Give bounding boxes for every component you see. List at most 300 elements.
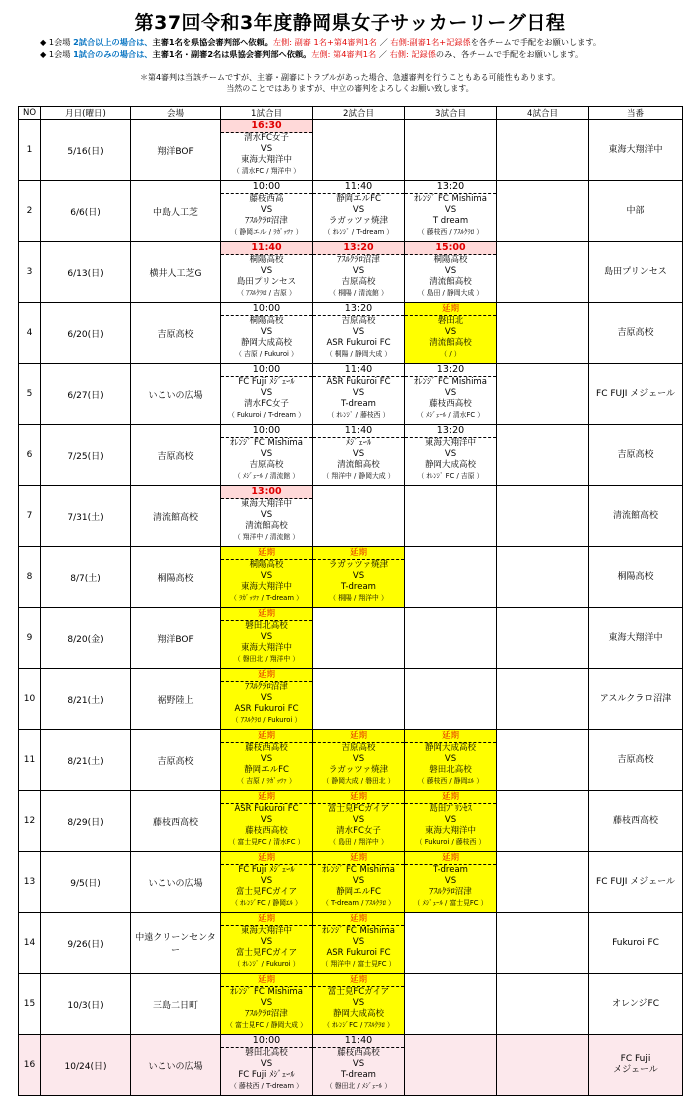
vs-label: VS [260, 1059, 273, 1069]
away-team: T-dream [341, 1070, 376, 1080]
row-number: 16 [19, 1035, 41, 1096]
away-team: T-dream [341, 399, 376, 409]
referee-teams: （ 桐陽 / 静岡大成 ） [325, 350, 392, 358]
referee-teams: （ 藤枝西 / T-dream ） [230, 1082, 303, 1090]
match-2-cell [313, 425, 405, 486]
match-2-cell [313, 669, 405, 730]
row-number: 11 [19, 730, 41, 791]
home-team: 東海大翔洋中 [424, 438, 476, 448]
away-team: FC Fuji ﾒｼﾞｪｰﾙ [238, 1070, 295, 1080]
match-1-cell [221, 547, 313, 608]
match-card [405, 364, 496, 424]
kickoff-time: 16:30 [221, 120, 312, 133]
match-card [405, 425, 496, 485]
kickoff-time: 10:00 [221, 303, 312, 316]
table-row [19, 303, 683, 364]
home-team: ｵﾚﾝｼﾞ FC Mishima [230, 987, 303, 997]
duty-team-label: 清流館高校 [612, 510, 658, 521]
vs-label: VS [352, 205, 365, 215]
referee-teams: （ ﾒｼﾞｪｰﾙ / 富士見FC ） [413, 899, 488, 907]
row-number: 9 [19, 608, 41, 669]
away-team: ASR Fukuroi FC [326, 338, 391, 348]
match-2-cell [313, 791, 405, 852]
duty-team [589, 486, 683, 547]
away-team: 清流館高校 [337, 460, 380, 470]
referee-teams: （ ｱｽﾙｸﾗﾛ / Fukuroi ） [231, 716, 302, 724]
match-card [313, 425, 404, 485]
match-date: 10/24(日) [41, 1035, 131, 1096]
match-4-cell [497, 974, 589, 1035]
kickoff-time: 13:20 [405, 364, 496, 377]
home-team: 吉原高校 [341, 316, 376, 326]
vs-label: VS [260, 693, 273, 703]
match-1-cell [221, 669, 313, 730]
match-card [313, 242, 404, 302]
kickoff-time: 延期 [221, 852, 312, 865]
header-match-3: 3試合目 [405, 107, 497, 120]
match-3-cell [405, 791, 497, 852]
match-1-cell [221, 303, 313, 364]
kickoff-time: 延期 [313, 913, 404, 926]
home-team: ｵﾚﾝｼﾞ FC Mishima [322, 926, 395, 936]
referee-teams: （ ｵﾚﾝｼﾞ / T-dream ） [323, 228, 394, 236]
match-venue: 翔洋BOF [131, 608, 221, 669]
match-3-cell [405, 608, 497, 669]
duty-team-label: 藤枝西高校 [612, 815, 658, 826]
match-date: 7/31(土) [41, 486, 131, 547]
referee-teams: （ 静岡大成 / 磐田北 ） [322, 777, 395, 785]
match-venue: 吉原高校 [131, 425, 221, 486]
duty-team-label: 東海大翔洋中 [608, 144, 663, 155]
match-3-cell [405, 242, 497, 303]
note-text: のみ、各チームで手配をお願いします。 [435, 49, 584, 59]
match-card [221, 425, 312, 485]
vs-label: VS [260, 388, 273, 398]
vs-label: VS [260, 571, 273, 581]
away-team: ラガッツァ焼津 [328, 765, 389, 775]
match-card [405, 852, 496, 912]
note-line-2 [40, 48, 680, 60]
match-card [313, 852, 404, 912]
match-2-cell [313, 303, 405, 364]
table-row [19, 181, 683, 242]
kickoff-time: 11:40 [313, 1035, 404, 1048]
home-team: 磐田北高校 [245, 621, 288, 631]
table-row [19, 364, 683, 425]
match-2-cell [313, 974, 405, 1035]
table-row [19, 242, 683, 303]
away-team: 静岡大成高校 [332, 1009, 384, 1019]
match-card [313, 791, 404, 851]
match-card [221, 1035, 312, 1095]
match-card [221, 974, 312, 1034]
home-team: 藤枝西高校 [245, 743, 288, 753]
away-team: ラガッツァ焼津 [328, 216, 389, 226]
match-venue: 清流館高校 [131, 486, 221, 547]
referee-teams: （ 藤枝西 / 静岡ｴﾙ ） [417, 777, 484, 785]
kickoff-time: 10:00 [221, 1035, 312, 1048]
kickoff-time: 11:40 [313, 181, 404, 194]
match-date: 6/20(日) [41, 303, 131, 364]
match-card [313, 303, 404, 363]
match-4-cell [497, 303, 589, 364]
referee-teams: （ 吉原 / Fukuroi ） [235, 350, 298, 358]
kickoff-time: 延期 [221, 974, 312, 987]
match-venue: 三島二日町 [131, 974, 221, 1035]
referee-teams: （ 桐陽 / 翔洋中 ） [329, 594, 388, 602]
note-line-4: 当然のことではありますが、中立の審判をよろしくお願い致します。 [226, 84, 474, 93]
header-venue: 会場 [131, 107, 221, 120]
row-number: 2 [19, 181, 41, 242]
note-separator: ／ [378, 49, 387, 59]
table-row [19, 730, 683, 791]
referee-teams: （ 富士見FC / 清水FC ） [228, 838, 305, 846]
match-date: 8/29(日) [41, 791, 131, 852]
match-3-cell [405, 547, 497, 608]
table-row [19, 608, 683, 669]
home-team: 桐陽高校 [433, 255, 468, 265]
match-4-cell [497, 791, 589, 852]
note-text: を各チームで手配をお願いします。 [470, 37, 602, 47]
match-4-cell [497, 913, 589, 974]
match-3-cell [405, 425, 497, 486]
match-4-cell [497, 608, 589, 669]
referee-notes [40, 36, 680, 60]
table-header-row [19, 107, 683, 120]
match-3-cell [405, 730, 497, 791]
match-3-cell [405, 974, 497, 1035]
match-4-cell [497, 242, 589, 303]
row-number: 4 [19, 303, 41, 364]
away-team: 藤枝西高校 [429, 399, 472, 409]
vs-label: VS [260, 632, 273, 642]
note-right: 右側:副審1名+記録係 [390, 37, 471, 47]
vs-label: VS [260, 449, 273, 459]
fourth-referee-notes [0, 72, 700, 94]
match-1-cell [221, 242, 313, 303]
kickoff-time: 延期 [313, 730, 404, 743]
away-team: 藤枝西高校 [245, 826, 288, 836]
note-line-1 [40, 36, 680, 48]
vs-label: VS [260, 144, 273, 154]
home-team: ｵﾚﾝｼﾞ FC Mishima [322, 865, 395, 875]
kickoff-time: 延期 [405, 791, 496, 804]
match-2-cell [313, 1035, 405, 1096]
home-team: 清水FC女子 [244, 133, 289, 143]
kickoff-time: 延期 [313, 974, 404, 987]
match-card [221, 730, 312, 790]
header-match-1: 1試合目 [221, 107, 313, 120]
home-team: 富士見FCガイア [327, 987, 390, 997]
duty-team [589, 608, 683, 669]
referee-teams: （ 吉原 / ﾗｶﾞｯﾂｧ ） [237, 777, 296, 785]
referee-teams: （ 島田 / 静岡大成 ） [417, 289, 484, 297]
referee-teams: （ ﾒｼﾞｪｰﾙ / 清流館 ） [233, 472, 300, 480]
away-team: ASR Fukuroi FC [326, 948, 391, 958]
home-team: ﾒｼﾞｪｰﾙ [345, 438, 372, 448]
vs-label: VS [444, 205, 457, 215]
home-team: 藤枝西高 [249, 194, 284, 204]
match-4-cell [497, 1035, 589, 1096]
match-1-cell [221, 181, 313, 242]
home-team: ASR Fukuroi FC [234, 804, 299, 814]
table-row [19, 547, 683, 608]
referee-teams: （ 翔洋中 / 清流館 ） [233, 533, 300, 541]
kickoff-time: 延期 [221, 791, 312, 804]
duty-team-label: 東海大翔洋中 [608, 632, 663, 643]
duty-team [589, 181, 683, 242]
match-date: 5/16(日) [41, 120, 131, 181]
match-2-cell [313, 242, 405, 303]
match-2-cell [313, 608, 405, 669]
home-team: ｵﾚﾝｼﾞ FC Mishima [414, 377, 487, 387]
vs-label: VS [352, 327, 365, 337]
schedule-table [18, 106, 683, 1096]
header-match-2: 2試合目 [313, 107, 405, 120]
away-team: 清水FC女子 [336, 826, 381, 836]
kickoff-time: 13:20 [405, 425, 496, 438]
duty-team [589, 669, 683, 730]
match-date: 8/21(土) [41, 730, 131, 791]
referee-teams: （ 磐田北 / 翔洋中 ） [233, 655, 300, 663]
match-card [221, 486, 312, 546]
match-3-cell [405, 181, 497, 242]
referee-teams: （ ｵﾚﾝｼﾞFC / 静岡ｴﾙ ） [231, 899, 302, 907]
table-row [19, 852, 683, 913]
match-2-cell [313, 730, 405, 791]
duty-team [589, 425, 683, 486]
kickoff-time: 延期 [405, 303, 496, 316]
match-3-cell [405, 913, 497, 974]
match-card [313, 1035, 404, 1095]
match-3-cell [405, 120, 497, 181]
away-team: 静岡エルFC [336, 887, 381, 897]
row-number: 1 [19, 120, 41, 181]
duty-team-label: FC FUJI メジェール [596, 388, 675, 399]
match-card [405, 242, 496, 302]
away-team: 静岡大成高校 [424, 460, 476, 470]
kickoff-time: 11:40 [313, 425, 404, 438]
page-title: 第37回令和3年度静岡県女子サッカーリーグ日程 [134, 12, 566, 34]
duty-team [589, 242, 683, 303]
vs-label: VS [352, 937, 365, 947]
match-3-cell [405, 364, 497, 425]
match-venue: 桐陽高校 [131, 547, 221, 608]
duty-team [589, 120, 683, 181]
duty-team [589, 547, 683, 608]
kickoff-time: 13:20 [405, 181, 496, 194]
match-venue: いこいの広場 [131, 1035, 221, 1096]
bullet-icon: ◆ [40, 49, 47, 59]
vs-label: VS [352, 571, 365, 581]
match-card [405, 303, 496, 363]
note-right: 右側: 記録係 [389, 49, 436, 59]
vs-label: VS [444, 754, 457, 764]
home-team: 富士見FCガイア [327, 804, 390, 814]
vs-label: VS [352, 754, 365, 764]
duty-team [589, 791, 683, 852]
row-number: 14 [19, 913, 41, 974]
table-row [19, 974, 683, 1035]
duty-team [589, 852, 683, 913]
away-team: 富士見FCガイア [235, 887, 298, 897]
away-team: 清流館高校 [429, 338, 472, 348]
duty-team-label: 吉原高校 [617, 449, 654, 460]
away-team: 静岡エルFC [244, 765, 289, 775]
referee-teams: （ Fukuroi / 藤枝西 ） [415, 838, 486, 846]
kickoff-time: 延期 [221, 669, 312, 682]
kickoff-time: 10:00 [221, 181, 312, 194]
vs-label: VS [260, 754, 273, 764]
kickoff-time: 13:20 [313, 242, 404, 255]
match-card [405, 791, 496, 851]
referee-teams: （ ｵﾚﾝｼﾞ / 藤枝西 ） [327, 411, 390, 419]
match-card [221, 364, 312, 424]
match-3-cell [405, 669, 497, 730]
match-venue: 藤枝西高校 [131, 791, 221, 852]
vs-label: VS [352, 815, 365, 825]
referee-teams: （ ｵﾚﾝｼﾞ FC / 吉原 ） [417, 472, 484, 480]
kickoff-time: 延期 [221, 730, 312, 743]
away-team: 東海大翔洋中 [424, 826, 476, 836]
kickoff-time: 延期 [313, 547, 404, 560]
match-2-cell [313, 120, 405, 181]
duty-team-label: FC Fuji メジェール [613, 1054, 658, 1075]
match-card [221, 669, 312, 729]
away-team: ｱｽﾙｸﾗﾛ沼津 [245, 216, 288, 226]
away-team: 清流館高校 [245, 521, 288, 531]
home-team: ｱｽﾙｸﾗﾛ沼津 [245, 682, 288, 692]
row-number: 10 [19, 669, 41, 730]
note-text: 1会場 [48, 49, 71, 59]
match-4-cell [497, 181, 589, 242]
referee-teams: （ ﾗｶﾞｯﾂｧ / T-dream ） [230, 594, 303, 602]
away-team: 島田プリンセス [236, 277, 297, 287]
match-card [221, 181, 312, 241]
vs-label: VS [444, 327, 457, 337]
match-date: 10/3(日) [41, 974, 131, 1035]
match-1-cell [221, 913, 313, 974]
note-line-3: ＊第4審判は当該チームですが、主審・副審にトラブルがあった場合、急遽審判を行うこともある可能性もあります。 [139, 73, 561, 82]
note-separator: ／ [379, 37, 388, 47]
match-venue: いこいの広場 [131, 852, 221, 913]
home-team: 桐陽高校 [249, 560, 284, 570]
vs-label: VS [444, 449, 457, 459]
table-row [19, 120, 683, 181]
match-1-cell [221, 425, 313, 486]
home-team: ASR Fukuroi FC [326, 377, 391, 387]
row-number: 3 [19, 242, 41, 303]
bullet-icon: ◆ [40, 37, 47, 47]
home-team: 島田ﾌﾟﾘﾝｾｽ [429, 804, 472, 814]
duty-team-label: FC FUJI メジェール [596, 876, 675, 887]
referee-teams: （ 清水FC / 翔洋中 ） [232, 167, 301, 175]
match-3-cell [405, 852, 497, 913]
referee-teams: （ 翔洋中 / 富士見FC ） [321, 960, 396, 968]
duty-team-label: アスルクラロ沼津 [599, 693, 672, 704]
referee-teams: （ Fukuroi / T-dream ） [227, 411, 305, 419]
match-4-cell [497, 364, 589, 425]
match-card [313, 364, 404, 424]
duty-team-label: Fukuroi FC [612, 937, 659, 948]
home-team: 東海大翔洋中 [240, 926, 292, 936]
vs-label: VS [352, 998, 365, 1008]
home-team: 桐陽高校 [249, 316, 284, 326]
kickoff-time: 延期 [313, 852, 404, 865]
match-card [221, 303, 312, 363]
match-4-cell [497, 547, 589, 608]
match-4-cell [497, 120, 589, 181]
row-number: 7 [19, 486, 41, 547]
match-1-cell [221, 364, 313, 425]
vs-label: VS [444, 388, 457, 398]
match-venue: 吉原高校 [131, 730, 221, 791]
match-card [313, 730, 404, 790]
match-4-cell [497, 852, 589, 913]
match-2-cell [313, 852, 405, 913]
vs-label: VS [260, 205, 273, 215]
home-team: ｵﾚﾝｼﾞ FC Mishima [414, 194, 487, 204]
match-card [221, 913, 312, 973]
home-team: 磐田北高校 [245, 1048, 288, 1058]
home-team: 桐陽高校 [249, 255, 284, 265]
kickoff-time: 延期 [221, 913, 312, 926]
match-date: 7/25(日) [41, 425, 131, 486]
table-row [19, 791, 683, 852]
referee-teams: （ 静岡エル / ﾗｶﾞｯﾂｧ ） [230, 228, 303, 236]
kickoff-time: 10:00 [221, 364, 312, 377]
row-number: 6 [19, 425, 41, 486]
duty-team-label: 吉原高校 [617, 754, 654, 765]
vs-label: VS [260, 327, 273, 337]
table-row [19, 486, 683, 547]
kickoff-time: 15:00 [405, 242, 496, 255]
match-card [405, 181, 496, 241]
referee-teams: （ 翔洋中 / 静岡大成 ） [322, 472, 395, 480]
match-1-cell [221, 486, 313, 547]
header-match-4: 4試合目 [497, 107, 589, 120]
referee-teams: （ 桐陽 / 清流館 ） [329, 289, 388, 297]
vs-label: VS [352, 449, 365, 459]
away-team: ASR Fukuroi FC [234, 704, 299, 714]
referee-teams: （ 藤枝西 / ｱｽﾙｸﾗﾛ ） [417, 228, 484, 236]
match-card [313, 181, 404, 241]
away-team: 東海大翔洋中 [240, 582, 292, 592]
match-card [313, 547, 404, 607]
away-team: 吉原高校 [341, 277, 376, 287]
match-venue: いこいの広場 [131, 364, 221, 425]
row-number: 12 [19, 791, 41, 852]
match-venue: 翔洋BOF [131, 120, 221, 181]
match-card [221, 791, 312, 851]
duty-team [589, 974, 683, 1035]
match-4-cell [497, 669, 589, 730]
referee-teams: （ ｵﾚﾝｼﾞ / Fukuroi ） [233, 960, 300, 968]
match-1-cell [221, 852, 313, 913]
table-row [19, 1035, 683, 1096]
note-left: 左側: 副審 1名+第4審判1名 [272, 37, 377, 47]
duty-team-label: 中部 [626, 205, 645, 216]
match-card [313, 913, 404, 973]
row-number: 5 [19, 364, 41, 425]
header-date: 月日(曜日) [41, 107, 131, 120]
duty-team [589, 730, 683, 791]
vs-label: VS [352, 388, 365, 398]
duty-team [589, 1035, 683, 1096]
referee-teams: （ ｱｽﾙｸﾗﾛ / 吉原 ） [237, 289, 296, 297]
home-team: 吉原高校 [341, 743, 376, 753]
match-date: 8/20(金) [41, 608, 131, 669]
